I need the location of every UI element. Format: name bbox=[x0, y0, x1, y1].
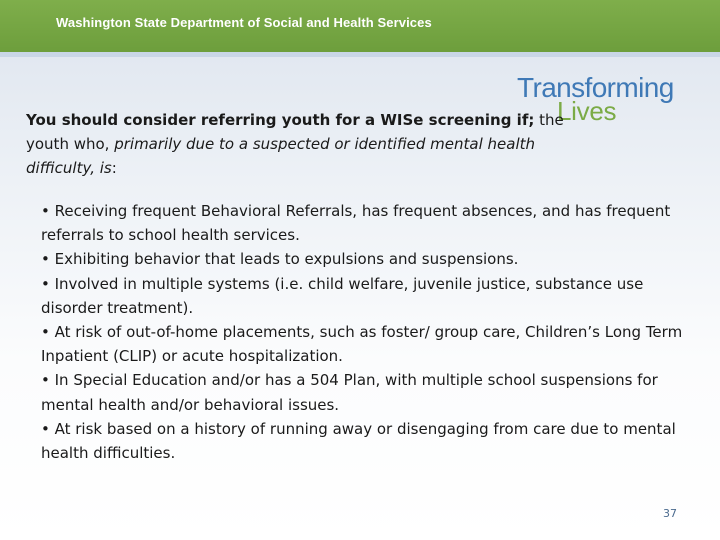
intro-end-text: : bbox=[111, 159, 117, 177]
list-item: • Receiving frequent Behavioral Referrals, has frequent absences, and has frequent referrals to school health services. bbox=[41, 202, 671, 245]
page-number: 37 bbox=[663, 507, 677, 520]
list-item: • At risk based on a history of running away or disengaging from care due to mental health difficulties. bbox=[41, 419, 676, 463]
list-item: • Involved in multiple systems (i.e. child welfare, juvenile justice, substance use disorder treatment). bbox=[41, 274, 644, 317]
list-item: • In Special Education and/or has a 504 Plan, with multiple school suspensions for mental health and/or behavioral issues. bbox=[41, 371, 658, 414]
list-item: • At risk of out-of-home placements, such as foster/ group care, Children’s Long Term Inpatient (CLIP) or acute hospitalization. bbox=[41, 323, 683, 366]
header-title: Washington State Department of Social and Health Services bbox=[56, 15, 432, 30]
logo-word-lives: Lives bbox=[557, 96, 617, 126]
header-bar bbox=[0, 0, 720, 52]
intro-plain-text: the youth who, bbox=[26, 111, 564, 153]
header-divider bbox=[0, 52, 720, 57]
intro-italic-text: primarily due to a suspected or identified mental health difficulty, is bbox=[26, 135, 536, 177]
logo-word-transforming: Transforming bbox=[517, 72, 674, 103]
criteria-list bbox=[41, 199, 701, 465]
intro-paragraph bbox=[26, 108, 586, 180]
intro-bold-text: You should consider referring youth for a WISe screening if; bbox=[26, 111, 535, 129]
list-item: • Exhibiting behavior that leads to expulsions and suspensions. bbox=[41, 250, 519, 269]
